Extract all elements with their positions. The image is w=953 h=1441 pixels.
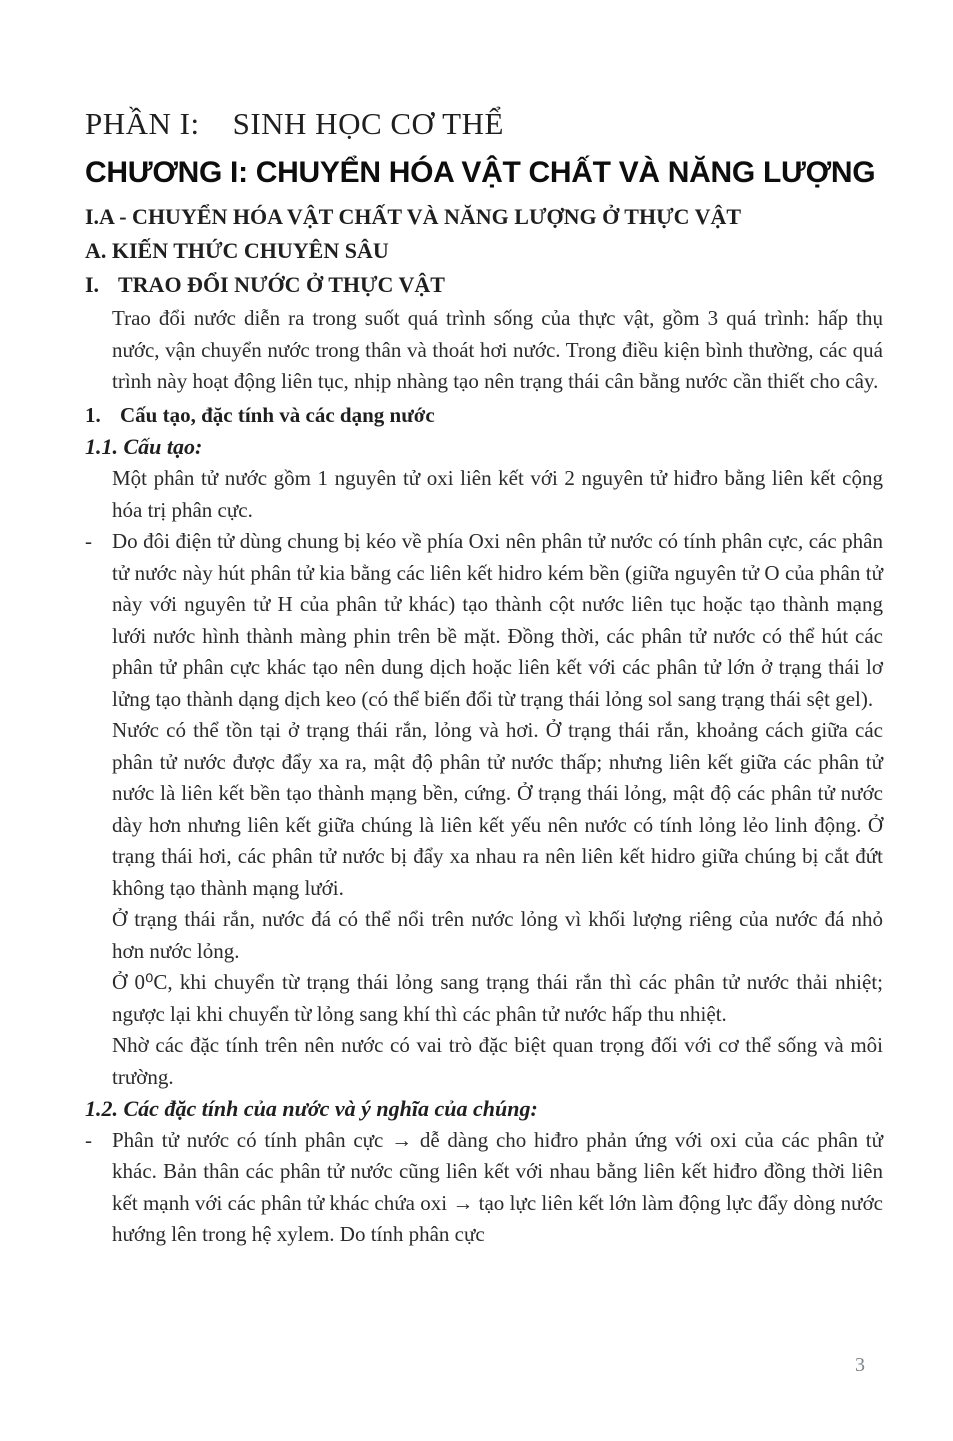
bullet-polarity-2-text: Phân tử nước có tính phân cực → dễ dàng cho hiđro phản ứng với oxi của các phân tử khác. Bản thân các phân tử nước cũng liên kết với nhau bằng liên kết hiđro đồng thời liên kết mạnh với các phân tử khác chứa oxi → tạo lực liên kết lớn làm động lực đẩy dòng nước hướng lên trong hệ xylem. Do tính phân cực — [112, 1127, 883, 1247]
heading-1-number: 1. — [85, 402, 101, 427]
heading-1 — [85, 400, 883, 432]
topic-title: TRAO ĐỔI NƯỚC Ở THỰC VẬT — [118, 271, 445, 297]
heading-1-2: 1.2. Các đặc tính của nước và ý nghĩa của chúng: — [85, 1096, 538, 1122]
paragraph-zero-celsius: Ở 0⁰C, khi chuyển từ trạng thái lỏng sang trạng thái rắn thì các phân tử nước thải nhiệt; ngược lại khi chuyển từ lỏng sang khí thì các phân tử nước hấp thu nhiệt. — [112, 970, 883, 1026]
paragraph-states: Nước có thể tồn tại ở trạng thái rắn, lỏng và hơi. Ở trạng thái rắn, khoảng cách giữa các phân tử nước được đẩy xa ra, mật độ phân tử nước thấp; nhưng liên kết giữa các phân tử nước là liên kết bền tạo thành mạng bền, cứng. Ở trạng thái lỏng, mật độ các phân tử nước dày hơn nhưng liên kết giữa chúng là liên kết yếu nên nước có tính lỏng lẻo linh động. Ở trạng thái hơi, các phân tử nước bị đẩy xa nhau ra nên liên kết hidro giữa chúng bị cắt đứt không tạo thành mạng lưới. — [112, 718, 883, 900]
page-number: 3 — [855, 1354, 865, 1376]
topic-heading — [85, 270, 883, 300]
paragraph-intro: Trao đổi nước diễn ra trong suốt quá trình sống của thực vật, gồm 3 quá trình: hấp thụ nước, vận chuyển nước trong thân và thoát hơi nước. Trong điều kiện bình thường, các quá trình này hoạt động liên tục, nhịp nhàng tạo nên trạng thái cân bằng nước cần thiết cho cây. — [112, 306, 883, 394]
topic-number: I. — [85, 271, 100, 297]
knowledge-heading: A. KIẾN THỨC CHUYÊN SÂU — [85, 237, 389, 263]
section-heading-ia: I.A - CHUYỂN HÓA VẬT CHẤT VÀ NĂNG LƯỢNG Ở THỰC VẬT — [85, 204, 742, 230]
paragraph-structure: Một phân tử nước gồm 1 nguyên tử oxi liên kết với 2 nguyên tử hiđro bằng liên kết cộng hóa trị phân cực. — [112, 466, 883, 522]
bullet-item-polarity-2 — [85, 1125, 883, 1251]
bullet-dash-marker: - — [85, 1127, 92, 1152]
bullet-dash-marker: - — [85, 529, 92, 554]
paragraph-ice: Ở trạng thái rắn, nước đá có thể nổi trên nước lỏng vì khối lượng riêng của nước đá nhỏ hơn nước lỏng. — [112, 907, 883, 963]
chapter-title: CHƯƠNG I: CHUYỂN HÓA VẬT CHẤT VÀ NĂNG LƯỢNG — [85, 155, 876, 189]
part-title: PHẦN I: SINH HỌC CƠ THỂ — [85, 106, 504, 141]
bullet-polarity-text: Do đôi điện tử dùng chung bị kéo về phía Oxi nên phân tử nước có tính phân cực, các phân tử nước này hút phân tử kia bằng các liên kết hidro kém bền (giữa nguyên tử O của phân tử này với nguyên tử H của phân tử khác) tạo thành cột nước liên tục hoặc tạo thành mạng lưới nước hình thành màng phin trên bề mặt. Đồng thời, các phân tử nước có thể hút các phân tử phân cực khác tạo nên dung dịch hoặc liên kết với các phân tử lớn ở trạng thái lơ lửng tạo thành dạng dịch keo (có thể biến đổi từ trạng thái lỏng sol sang trạng thái sệt gel). — [112, 529, 883, 711]
heading-1-title: Cấu tạo, đặc tính và các dạng nước — [120, 402, 435, 427]
heading-1-1: 1.1. Cấu tạo: — [85, 434, 203, 460]
paragraph-role: Nhờ các đặc tính trên nên nước có vai trò đặc biệt quan trọng đối với cơ thể sống và môi trường. — [112, 1033, 883, 1089]
bullet-item-polarity — [85, 526, 883, 715]
